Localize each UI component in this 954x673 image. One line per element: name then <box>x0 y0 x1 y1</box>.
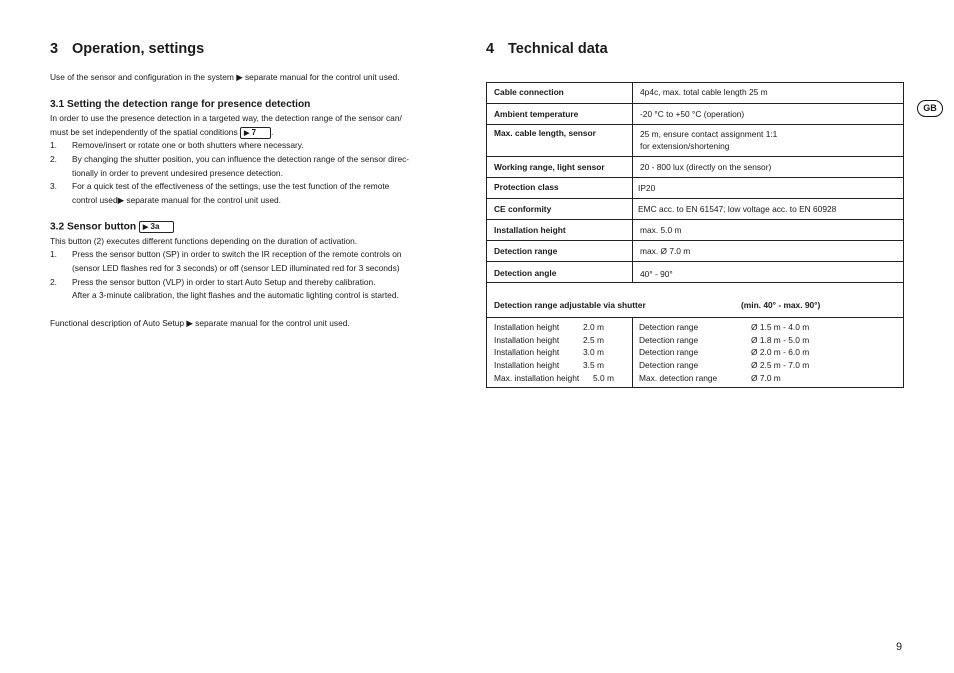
range-label: Detection range <box>639 347 699 357</box>
row-value: max. Ø 7.0 m <box>640 246 691 256</box>
row-label: Max. cable length, sensor <box>494 128 596 138</box>
table-row <box>486 198 904 220</box>
table-row <box>486 82 904 104</box>
height-value: 2.5 m <box>583 335 604 345</box>
height-value: 3.0 m <box>583 347 604 357</box>
table-row <box>486 156 904 178</box>
list-text: After a 3-minute calibration, the light flashes and the automatic lighting control is started. <box>72 290 399 300</box>
range-value: Ø 2.5 m - 7.0 m <box>751 360 810 370</box>
s31-paragraph-line-1: In order to use the presence detection in a targeted way, the detection range of the sensor can/ <box>50 113 402 123</box>
row-label: Installation height <box>494 225 566 235</box>
row-value-line-2: for extension/shortening <box>640 141 730 151</box>
list-text: Remove/insert or rotate one or both shutters where necessary. <box>72 140 304 150</box>
language-badge: GB <box>917 100 943 117</box>
play-arrow-icon: ▶ <box>243 129 250 137</box>
list-number: 1. <box>50 140 57 150</box>
table-row <box>486 177 904 199</box>
list-text: For a quick test of the effectiveness of the settings, use the test function of the remote <box>72 181 390 191</box>
list-text: Press the sensor button (VLP) in order to start Auto Setup and thereby calibration. <box>72 277 376 287</box>
height-label: Installation height <box>494 347 560 357</box>
range-value: Ø 7.0 m <box>751 373 781 383</box>
range-value: Ø 1.8 m - 5.0 m <box>751 335 810 345</box>
shutter-range: (min. 40° - max. 90°) <box>741 300 821 310</box>
shutter-header-row <box>486 282 904 318</box>
list-number: 1. <box>50 249 57 259</box>
table-row <box>486 103 904 125</box>
list-text: control used▶ separate manual for the control unit used. <box>72 195 281 205</box>
play-arrow-icon: ▶ <box>142 224 149 231</box>
list-text: Press the sensor button (SP) in order to switch the IR reception of the remote controls on <box>72 249 402 259</box>
section-4-heading <box>486 41 608 57</box>
range-label: Detection range <box>639 335 699 345</box>
list-number: 2. <box>50 277 57 287</box>
section-title: Technical data <box>508 41 608 57</box>
height-label: Installation height <box>494 322 560 332</box>
shutter-table <box>486 317 904 389</box>
row-label: Ambient temperature <box>494 109 579 119</box>
row-label: Detection angle <box>494 268 557 278</box>
height-value: 2.0 m <box>583 322 604 332</box>
section-3-heading <box>50 41 204 57</box>
table-row <box>486 124 904 157</box>
row-value: 25 m, ensure contact assignment 1:1 <box>640 129 778 139</box>
list-text: (sensor LED flashes red for 3 seconds) or off (sensor LED illuminated red for 3 seconds) <box>72 263 400 273</box>
functional-description: Functional description of Auto Setup ▶ separate manual for the control unit used. <box>50 318 350 328</box>
subsection-3-1-title: 3.1 Setting the detection range for presence detection <box>50 99 311 110</box>
table-row <box>486 261 904 283</box>
range-value: Ø 1.5 m - 4.0 m <box>751 322 810 332</box>
figure-reference-7[interactable] <box>240 127 274 139</box>
table-row <box>486 240 904 262</box>
shutter-title: Detection range adjustable via shutter <box>494 300 646 310</box>
s31-paragraph-line-2 <box>50 126 273 140</box>
section-number: 4 <box>486 41 495 57</box>
range-value: Ø 2.0 m - 6.0 m <box>751 347 810 357</box>
subsection-3-2-title <box>50 221 174 233</box>
s31-paragraph-text: must be set independently of the spatial conditions <box>50 127 238 137</box>
height-label: Max. installation height <box>494 373 580 383</box>
row-label: Protection class <box>494 182 559 192</box>
row-value: EMC acc. to EN 61547; low voltage acc. to EN 60928 <box>638 204 837 214</box>
list-number: 3. <box>50 181 57 191</box>
height-label: Installation height <box>494 360 560 370</box>
table-row <box>486 219 904 241</box>
list-text: By changing the shutter position, you can influence the detection range of the sensor direc- <box>72 154 410 164</box>
row-value: -20 °C to +50 °C (operation) <box>640 109 745 119</box>
height-label: Installation height <box>494 335 560 345</box>
ref-tail: . <box>271 127 274 137</box>
figure-ref-label: 3a <box>150 222 160 231</box>
row-value: max. 5.0 m <box>640 225 682 235</box>
figure-ref-label: 7 <box>251 127 257 137</box>
section-number: 3 <box>50 41 59 57</box>
row-label: Cable connection <box>494 87 564 97</box>
figure-reference-3a[interactable] <box>139 221 175 233</box>
list-item <box>494 321 559 334</box>
row-value: 4p4c, max. total cable length 25 m <box>640 87 768 97</box>
s32-title-text: 3.2 Sensor button <box>50 221 137 233</box>
height-value: 5.0 m <box>593 373 614 383</box>
page-number: 9 <box>896 641 903 653</box>
list-text: tionally in order to prevent undesired presence detection. <box>72 168 283 178</box>
section-title: Operation, settings <box>72 41 205 57</box>
row-value: IP20 <box>638 183 656 193</box>
intro-text: Use of the sensor and configuration in the system ▶ separate manual for the control unit used. <box>50 72 400 82</box>
row-value: 40° - 90° <box>640 269 673 279</box>
row-label: Detection range <box>494 246 558 256</box>
row-value: 20 - 800 lux (directly on the sensor) <box>640 162 772 172</box>
list-number: 2. <box>50 154 57 164</box>
row-label: CE conformity <box>494 204 552 214</box>
height-value: 3.5 m <box>583 360 604 370</box>
row-label: Working range, light sensor <box>494 162 605 172</box>
range-label: Detection range <box>639 322 699 332</box>
range-label: Detection range <box>639 360 699 370</box>
s32-paragraph: This button (2) executes different functions depending on the duration of activation. <box>50 236 358 246</box>
range-label: Max. detection range <box>639 373 718 383</box>
